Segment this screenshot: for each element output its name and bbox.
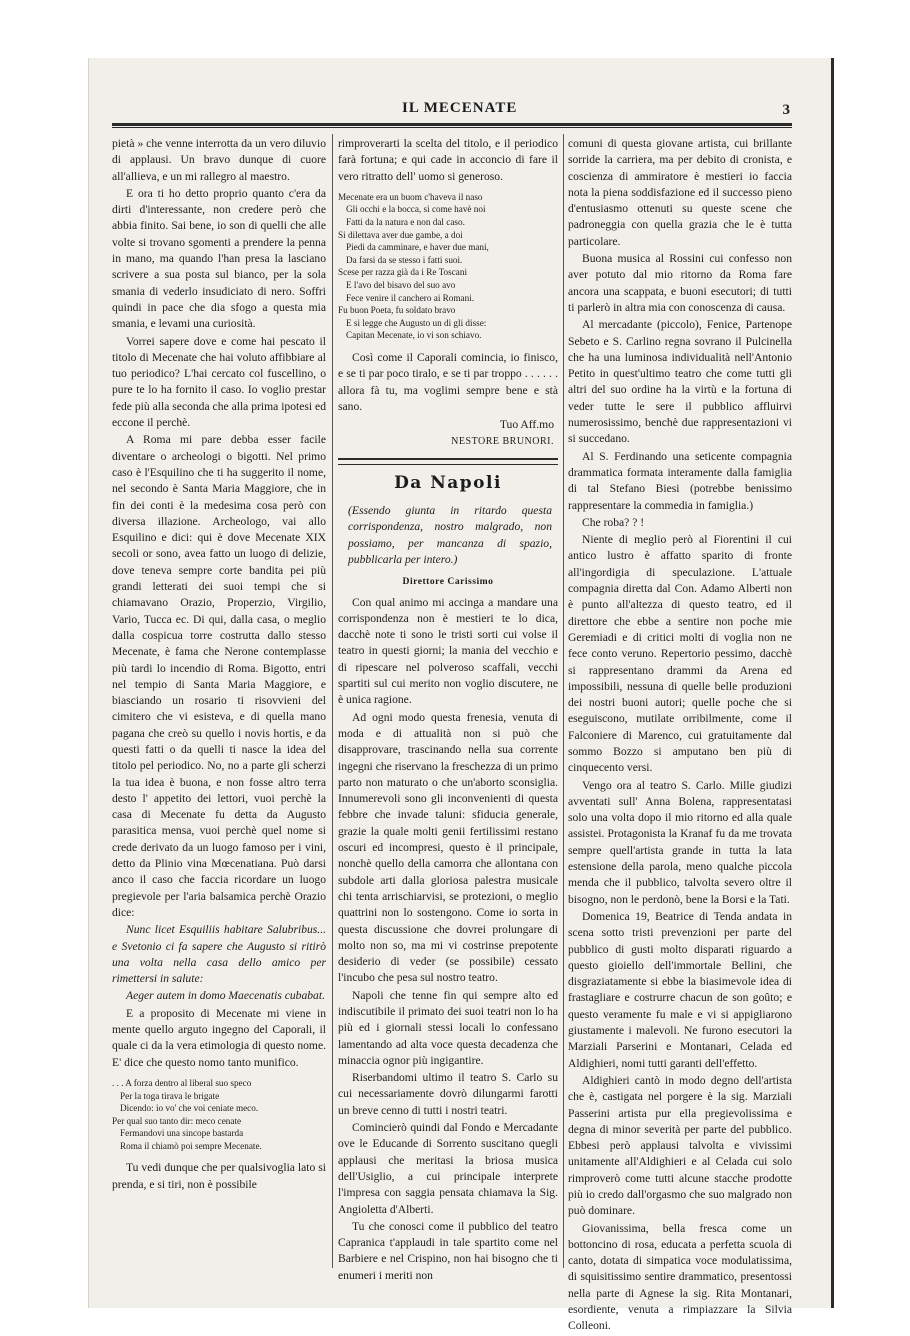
page-number: 3 [782,102,790,118]
paragraph: Buona musica al Rossini cui confesso non aver potuto dal mio ritorno da Roma fare ancora una scappata, e buoni esecutori; di tutti ti parlerò in altra mia con conoscenza di causa. [568,252,792,314]
paragraph: Vorrei sapere dove e come hai pescato il titolo di Mecenate che hai voluto affibbiare al tuo periodico? L'hai cercato col fuscellino, o pure te lo ha fornito il caso. Io voglio prestar fede più alla seconda che alla prima ipotesi ed eccone il perchè. [112,334,326,430]
verse-line: E l'avo del bisavo del suo avo [346,280,456,291]
paragraph: Che roba? ? ! [582,515,645,529]
column-1 [112,136,326,1194]
paragraph: Così come il Caporali comincia, io finisco, e se ti par poco tiralo, e se ti par troppo . . . . . . allora fà tu, ma voglimi sempre bene e stà sano. [338,351,558,413]
section-divider [338,458,558,465]
verse-line: Per qual suo tanto dir: meco cenate [112,1115,242,1126]
verse-block [112,1077,326,1153]
verse-line: Dicendo: io vo' che voi ceniate meco. [120,1103,259,1114]
paragraph: Vengo ora al teatro S. Carlo. Mille giudizi avventati sull' Anna Bolena, rappresentatasi solo una volta dopo il mio ritorno ed alla quale assistei. Protagonista la Kranaf fu da me trovata sempre quell'artista grande in tutta la lata estensione della parola, meno qualche piccola menda che il pubblico, talvolta severo oltre il bisogno, non le perdonò, bene la Borsi e la Tati. [568,778,792,906]
verse-line: Fatti da la natura e non dal caso. [346,217,465,228]
paragraph: Domenica 19, Beatrice di Tenda andata in scena sotto tristi prevenzioni per parte del pubblico di gusti molto disparati riguardo a questo gioiello dell'immortale Bellini, che disgraziatamente si ebbe la biasimevole idea di frastagliare e costrurre chacun de son goûto; e questo veramente fu male e vi si appigliarono giustamente i malevoli. Ne furono esecutori la Marziali Parserini e Montanari, Celada ed Aldighieri, nomi tutti garanti dell'effetto. [568,909,792,1070]
paragraph: Al S. Ferdinando una seticente compagnia drammatica formata interamente dalla famiglia di tal Stefano Biesi (potrebbe benissimo rappresentare la commedia in famiglia.) [568,449,792,512]
paragraph: Con qual animo mi accinga a mandare una corrispondenza non è mestieri te lo dica, dacchè note ti sono le tristi sorti cui volse il teatro in questi giorni; la mania del vecchio e di ripescare nel polveroso scaffali, vecchi spartiti sul cui merito non voglio discutere, ne è unica ragione. [338,595,558,707]
paragraph: comuni di questa giovane artista, cui brillante sorride la carriera, ma per debito di cronista, e coscienza di ammiratore è mestieri io faccia nota la piena soddisfazione ed il successo pieno d'entusiasmo ottenuti su queste scene che padroneggia con quella grazia che le è tutta particolare. [568,137,792,248]
header-rule [112,123,792,126]
verse-line: Si dilettava aver due gambe, a doi [338,229,463,240]
verse-line: . . . A forza dentro al liberal suo speco [112,1077,252,1088]
paragraph: E a proposito di Mecenate mi viene in mente quello arguto ingegno del Caporali, il quale ci da la vera etimologia di questo nome. E' dice che questo nomo tanto munifico. [112,1006,326,1069]
signature-name: NESTORE BRUNORI. [451,435,554,447]
verse-line: Mecenate era un buom c'haveva il naso [338,191,483,202]
paragraph: Comincierò quindi dal Fondo e Mercadante ove le Educande di Sorrento suscitano quegli applausi che meritasi la briosa musica dell'Usiglio, a cui principale interprete l'impresa con saggia pensata chiamava la Sig. Angioletta d'Alberti. [338,1121,558,1216]
header-rule-thin [112,127,792,128]
column-divider-1 [332,134,333,1268]
signature-closing: Tuo Aff.mo [499,418,554,432]
paragraph: Napoli che tenne fin qui sempre alto ed indiscutibile il primato dei suoi teatri non lo ha più ed i giornali stessi locali lo confessano lamentando ad alta voce questa decadenza che minaccia ognor più ingigantire. [338,988,558,1067]
paragraph: Giovanissima, bella fresca come un bottoncino di rosa, educata a perfetta scuola di canto, dotata di simpatica voce modulatissima, di squisitissimo sentire drammatico, presentossi nella parte di Agnese la sig. Rita Montanari, esordiente, venuta a rimpiazzare la Silvia Colleoni. [568,1221,792,1333]
verse-line: Capitan Mecenate, io vi son schiavo. [346,330,482,341]
paragraph: Al mercadante (piccolo), Fenice, Partenope Sebeto e S. Carlino regna sovrano il Pulcinella che ha una luminosa individualità nell'Antonio Petito in quest'ultimo teatro che come tutti gli altri del suo ordine ha la virtù e la fortuna di veder tutte le sere il pubblico affluirvi numerosissimo, benchè due rappresentazioni vi si succedano. [568,318,792,446]
paragraph: E ora ti ho detto proprio quanto c'era da dirti d'interessante, non credere però che abbia finito. Sai bene, io son di quelli che alle volte si trovano sgomenti a prendere la penna in mano, ma quando l'han presa la lasciano scrivere a sua posta sul bianco, per la sola smania di vederlo insudiciato di nero. Soffri quindi in pace che dia sfogo a questa mia smania, e levami una curiosità. [112,186,326,331]
section-title: Da Napoli [394,472,502,493]
masthead-title: IL MECENATE [402,100,518,116]
verse-line: Da farsi da se stesso i fatti suoi. [346,254,463,265]
verse-line: Per la toga tirava le brigate [120,1090,220,1101]
verse-line: Fermandovi una sincope bastarda [120,1128,244,1139]
verse-line: Fece venire il canchero ai Romani. [346,292,475,303]
paragraph: Niente di meglio però al Fiorentini il cui antico lustro è affatto sparito di fronte all'ingordigia di speculazione. L'attuale compagnia diretta dal Con. Adamo Alberti non è punto all'altezza di questo teatro, ed il direttore che ebbe a sentire non poche mie Geremiadi e di critici molti di voglia non ne fece conto veruno. Repertorio pessimo, dacchè si rappresentano drammi da Arena ed impossibili, nessuna di quelle belle produzioni dei nostri buoni autori; quelle poche che si eseguiscono, mutilate orribilmente, come il Falconiere di Marenco, cui gratuitamente dal sommo Bozzo si amputano ben più di cinquecento versi. [568,533,792,775]
verse-line: E si legge che Augusto un di gli disse: [346,317,487,328]
verse-line: Fu buon Poeta, fu soldato bravo [338,305,456,316]
paragraph: Aldighieri cantò in modo degno dell'artista che è, castigata nel porgere è la sig. Marziali Passerini artista pur ella pregievolissima e degna di minor severità per parte del pubblico. Ebbesi però applausi talvolta e vivissimi unitamente all'Aldighieri e al Celada cui solo rimproverò come tutti alcune stacche prodotte più io credo dall'orgasmo che suo malgrado non può dominare. [568,1073,792,1218]
paragraph: Ad ogni modo questa frenesia, venuta di moda e di attualità non si può che disapprovare, trascinando nella sua corrente ingegni che riservano la freschezza di un primo parto non maturato o che un'aborto sconsiglia. Innumerevoli sono gli inconvenienti di questa febbre che invade taluni: sfiducia generale, grazie la quale molti genii fertilissimi restano oscuri ed incompresi, questo è il principale, nonchè quello della camorra che allontana con subdole arti dalla gloriosa palestra musicale chi tenta arrischiarvisi, se protezioni, o meglio quattrini non lo sostengono. Come io sorta in questa discussione che dovrei prolungare di molto non so, ma mi vi costrinse prepotente desiderio di veder (se possibile) cessato l'incubo che pesa sul nostro teatro. [338,710,558,985]
verse-block [338,191,558,342]
page-header [114,98,798,124]
paragraph: A Roma mi pare debba esser facile diventare o archeologi o bigotti. Nel primo caso è l'Esquilino che ti ha suggerito il nome, nel secondo è Santa Maria Maggiore, che in fin dei conti è la medesima cosa però con diversa illazione. Archeologo, vai allo Esquilino e dici: qui è dove Mecenate XIX secoli or sono, avea fatto un luogo di delizie, dove teneva sempre corte bandita pei più grandi letterati dei suoi tempi che si chiamavano Orazio, Properzio, Virgilio, Vario, Tucca ec. Di qui, dalla casa, o meglio dalla cospicua torre costrutta dallo stesso Mecenate, è fama che Nerone contemplasse più tardi lo incendio di Roma. Bigotto, entri nel tempio di Santa Maria Maggiore, e biasciando un rosario ti risovvieni del cimitero che vi esisteva, e di quella mano pagana che creò su quello i novis hortis, e da questi fatti o da quelli ti nasce la idea del titolo pel periodico. No, no a parte gli scherzi la tua idea è buona, e non fosse altro terra desto l' appetito dei lettori, vuoi perchè la casa di Mecenate fu detta da Augusto parasitica mensa, vuoi perchè quel nome si crede derivato da un luogo famoso per i vini, detto da Plinio vina Mœcenatiana. Può darsi anco il caso che faccia ricordare un luogo pregievole per l'aria balsamica perchè Orazio dice: [112,433,326,919]
paragraph: Tu che conosci come il pubblico del teatro Capranica t'applaudi in tale spartito come nel Barbiere e nel Crispino, non hai bisogno che ti enumeri i meriti non [338,1219,558,1282]
column-3 [568,136,792,1336]
column-divider-2 [563,134,564,1268]
paragraph: Riserbandomi ultimo il teatro S. Carlo su cui necessariamente dovrò dilungarmi farotti un breve cenno di tutti i nostri teatri. [338,1071,558,1117]
verse-line: Scese per razza già da i Re Toscani [338,267,468,278]
verse-line: Gli occhi e la bocca, si come havè noi [346,204,486,215]
verse-line: Piedi da camminare, e haver due mani, [346,242,489,253]
paragraph: rimproverarti la scelta del titolo, e il periodico farà fortuna; e qui cade in acconcio di fare il vero ritratto dell' uomo si generoso. [338,137,558,183]
verse-line: Roma il chiamò poi sempre Mecenate. [120,1140,262,1151]
latin-quote: Nunc licet Esquiliis habitare Salubribus... e Svetonio ci fa sapere che Augusto si ritirò una volta nella casa dello amico per rimettersi in salute: [112,923,326,986]
latin-quote: Aeger autem in domo Maecenatis cubabat. [126,989,325,1003]
paragraph: Tu vedi dunque che per qualsivoglia lato si prenda, e si tiri, non è possibile [112,1161,326,1191]
salutation: Direttore Carissimo [402,576,494,588]
editor-note: (Essendo giunta in ritardo questa corrispondenza, nostro malgrado, non possiamo, per mancanza di spazio, pubblicarla per intero.) [348,504,552,566]
column-2 [338,136,558,1285]
paragraph: pietà » che venne interrotta da un vero diluvio di applausi. Un bravo dunque di cuore all'allieva, e un mi rallegro al maestro. [112,137,326,183]
